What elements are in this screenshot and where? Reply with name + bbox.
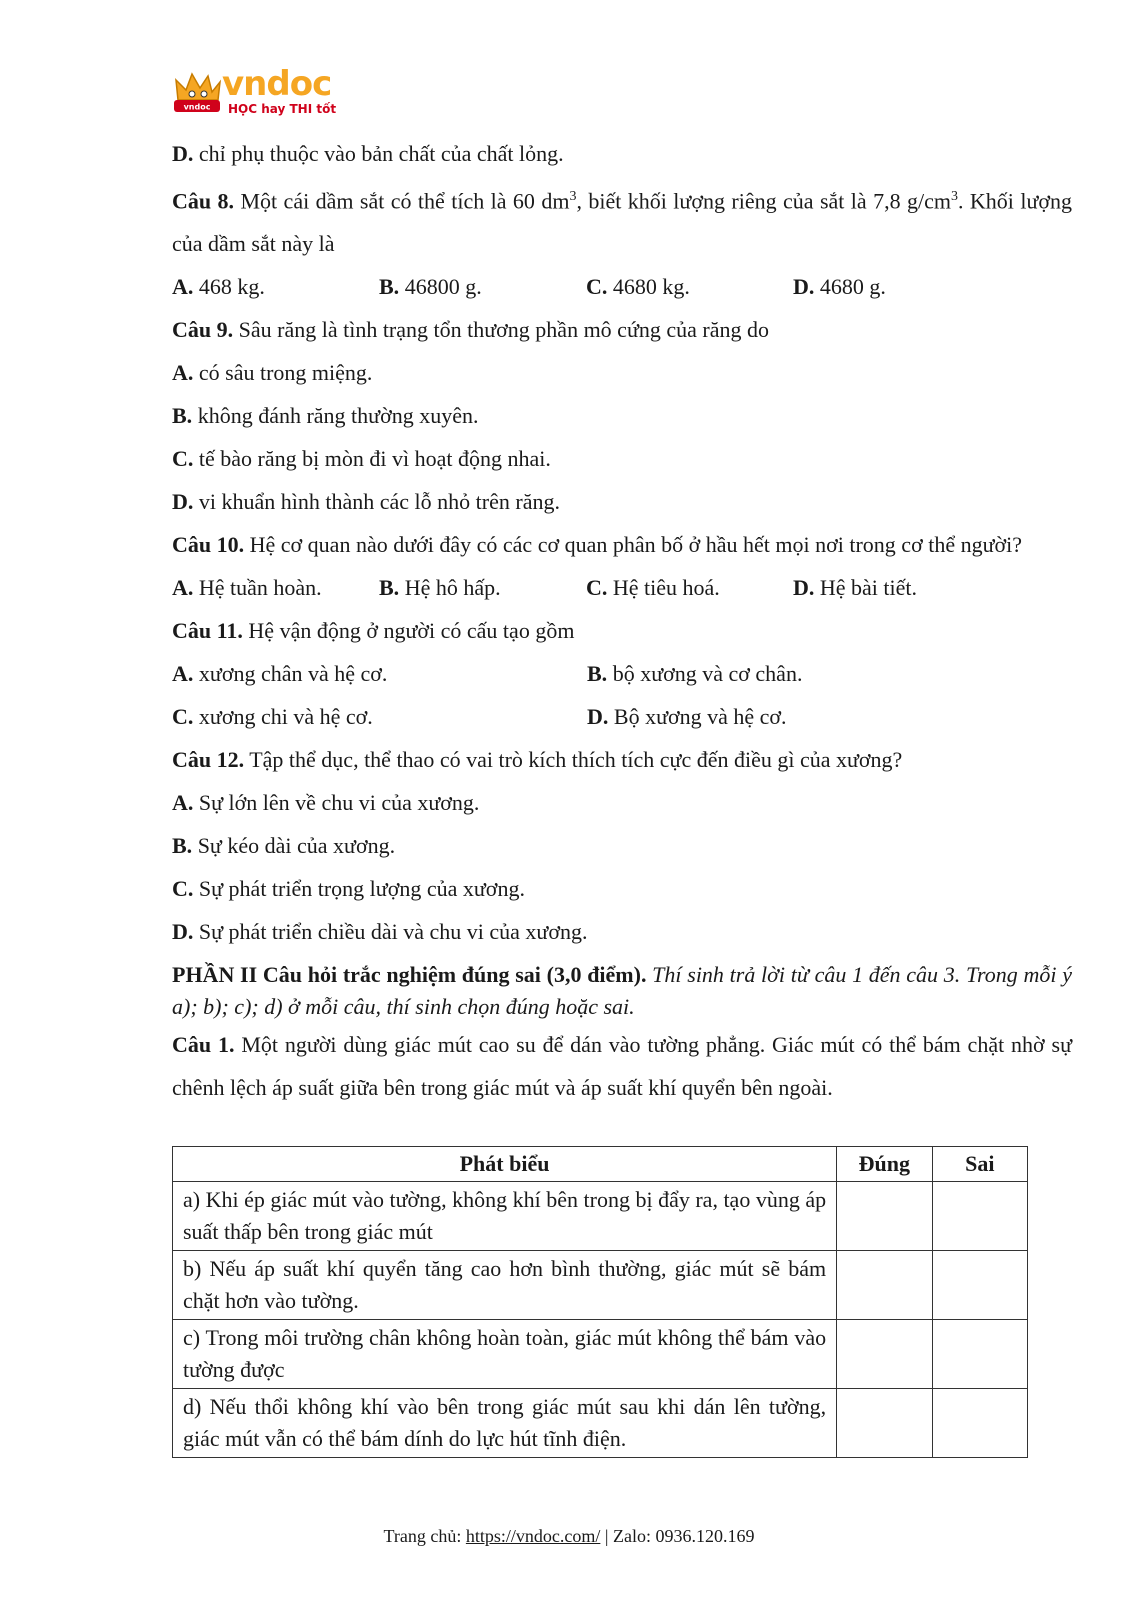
section-instruction: Thí sinh trả lời từ câu 1 đến câu 3. Trong mỗi ý a); b); c); d) ở mỗi câu, thí sinh chọn đúng hoặc sai. — [172, 962, 1072, 1020]
header-true: Đúng — [837, 1147, 932, 1182]
option-d: D. Bộ xương và hệ cơ. — [587, 704, 787, 730]
q8-options — [172, 265, 1072, 308]
superscript: 3 — [569, 189, 577, 204]
option-c: C. Hệ tiêu hoá. — [586, 575, 720, 601]
footer-contact: | Zalo: 0936.120.169 — [600, 1526, 755, 1546]
option-a: A. có sâu trong miệng. — [172, 360, 373, 386]
answer-false-cell[interactable] — [932, 1320, 1027, 1389]
question-9 — [172, 308, 1072, 351]
option-d: D. vi khuẩn hình thành các lỗ nhỏ trên răng. — [172, 489, 560, 515]
table-row — [173, 1389, 1028, 1458]
statement-a: a) Khi ép giác mút vào tường, không khí bên trong bị đẩy ra, tạo vùng áp suất thấp bên trong giác mút — [173, 1182, 837, 1251]
question-11 — [172, 609, 1072, 652]
option-d: D. 4680 g. — [793, 274, 886, 300]
question-label: Câu 12. — [172, 747, 245, 773]
question-label: Câu 10. — [172, 532, 245, 558]
question-label: Câu 1. — [172, 1032, 235, 1058]
header-statement: Phát biểu — [173, 1147, 837, 1182]
question-text: Hệ cơ quan nào dưới đây có các cơ quan phân bố ở hầu hết mọi nơi trong cơ thể người? — [244, 532, 1023, 558]
superscript: 3 — [951, 189, 958, 204]
question-text: Một cái dầm sắt có thể tích là 60 dm — [234, 188, 570, 214]
option-label: D. — [172, 141, 194, 166]
crown-mascot-icon — [172, 70, 224, 116]
answer-true-cell[interactable] — [837, 1251, 932, 1320]
answer-false-cell[interactable] — [932, 1182, 1027, 1251]
part-2-header — [172, 959, 1072, 1023]
option-c: C. xương chi và hệ cơ. — [172, 704, 373, 730]
option-b: B. bộ xương và cơ chân. — [587, 661, 803, 687]
document-body — [172, 132, 1072, 1109]
option-a: A. xương chân và hệ cơ. — [172, 661, 388, 687]
question-label: Câu 9. — [172, 317, 234, 343]
true-false-table — [172, 1146, 1028, 1458]
logo-brand-name: vndoc — [222, 64, 332, 104]
option-a: A. Sự lớn lên về chu vi của xương. — [172, 790, 480, 816]
table-row — [173, 1182, 1028, 1251]
answer-false-cell[interactable] — [932, 1389, 1027, 1458]
option-text: chỉ phụ thuộc vào bản chất của chất lỏng. — [193, 141, 564, 166]
question-text: Một người dùng giác mút cao su để dán vào tường phẳng. Giác mút có thể bám chặt nhờ sự chênh lệch áp suất giữa bên trong giác mút và áp suất khí quyển bên ngoài. — [172, 1032, 1073, 1101]
q11-options-row-2 — [172, 695, 1072, 738]
logo-slogan: HỌC hay THI tốt — [228, 102, 337, 116]
question-label: Câu 8. — [172, 188, 235, 214]
option-c: C. Sự phát triển trọng lượng của xương. — [172, 876, 525, 902]
question-text: , biết khối lượng riêng của sắt là 7,8 g/cm — [576, 188, 951, 214]
question-12 — [172, 738, 1072, 781]
statement-c: c) Trong môi trường chân không hoàn toàn, giác mút không thể bám vào tường được — [173, 1320, 837, 1389]
question-text: . Khối lượng của dầm sắt này là — [172, 188, 1072, 257]
header-false: Sai — [932, 1147, 1027, 1182]
page-footer — [0, 1526, 1138, 1547]
logo-badge-text: vndoc — [183, 102, 211, 112]
option-c: C. 4680 kg. — [586, 274, 690, 300]
option-b: B. không đánh răng thường xuyên. — [172, 403, 479, 429]
option-a: A. 468 kg. — [172, 274, 265, 300]
homepage-link[interactable]: https://vndoc.com/ — [465, 1526, 601, 1546]
option-b: B. 46800 g. — [379, 274, 482, 300]
statement-d: d) Nếu thổi không khí vào bên trong giác mút sau khi dán lên tường, giác mút vẫn có thể bám dính do lực hút tĩnh điện. — [173, 1389, 837, 1458]
question-8 — [172, 175, 1072, 265]
q11-options-row-1 — [172, 652, 1072, 695]
table-header-row — [173, 1147, 1028, 1182]
table-row — [173, 1320, 1028, 1389]
option-d: D. Hệ bài tiết. — [793, 575, 918, 601]
question-text: Hệ vận động ở người có cấu tạo gồm — [242, 618, 575, 644]
option-a: A. Hệ tuần hoàn. — [172, 575, 322, 601]
table-row — [173, 1251, 1028, 1320]
option-d: D. Sự phát triển chiều dài và chu vi của xương. — [172, 919, 588, 945]
part-2-question-1 — [172, 1023, 1072, 1109]
option-b: B. Sự kéo dài của xương. — [172, 833, 396, 859]
answer-true-cell[interactable] — [837, 1389, 932, 1458]
answer-true-cell[interactable] — [837, 1320, 932, 1389]
footer-prefix: Trang chủ: — [383, 1526, 466, 1546]
q10-options — [172, 566, 1072, 609]
question-10 — [172, 523, 1072, 566]
question-text: Sâu răng là tình trạng tổn thương phần mô cứng của răng do — [233, 317, 769, 343]
statement-b: b) Nếu áp suất khí quyển tăng cao hơn bình thường, giác mút sẽ bám chặt hơn vào tường. — [173, 1251, 837, 1320]
q7-option-d — [172, 132, 1072, 175]
option-b: B. Hệ hô hấp. — [379, 575, 501, 601]
question-text: Tập thể dục, thể thao có vai trò kích thích tích cực đến điều gì của xương? — [244, 747, 903, 773]
question-label: Câu 11. — [172, 618, 243, 644]
answer-false-cell[interactable] — [932, 1251, 1027, 1320]
vndoc-logo — [172, 64, 337, 120]
answer-true-cell[interactable] — [837, 1182, 932, 1251]
section-heading: PHẦN II Câu hỏi trắc nghiệm đúng sai (3,0 điểm). — [172, 962, 647, 988]
option-c: C. tế bào răng bị mòn đi vì hoạt động nhai. — [172, 446, 551, 472]
